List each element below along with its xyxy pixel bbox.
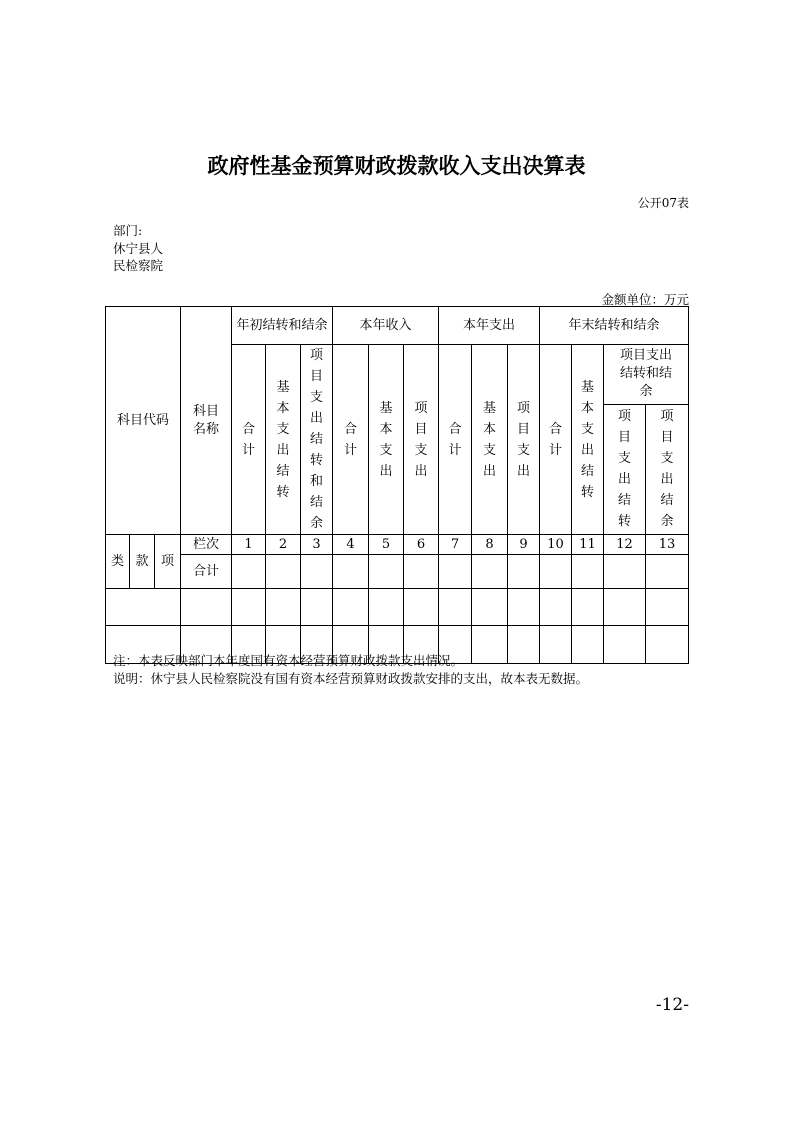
col-number: 12: [604, 535, 646, 555]
col-number: 5: [369, 535, 404, 555]
table-cell: [646, 626, 689, 664]
table-cell: [572, 589, 604, 626]
table-cell: [404, 555, 439, 589]
header-opening-basic-carry: 基本支出结转: [266, 345, 301, 535]
table-cell: [604, 589, 646, 626]
table-cell: [472, 589, 508, 626]
page-title: 政府性基金预算财政拨款收入支出决算表: [207, 154, 586, 178]
table-cell: [646, 589, 689, 626]
table-cell: [404, 589, 439, 626]
header-opening-total: 合计: [232, 345, 266, 535]
row-label-kuan: 款: [130, 535, 155, 589]
col-number: 6: [404, 535, 439, 555]
row-label-lei: 类: [106, 535, 130, 589]
table-cell: [106, 589, 181, 626]
page-number: -12-: [655, 995, 689, 1015]
header-subject-name: 科目名称: [181, 307, 232, 535]
table-cell: [369, 555, 404, 589]
header-closing-project-group: 项目支出结转和结余: [604, 345, 689, 405]
header-closing-balance: 年末结转和结余: [540, 307, 689, 345]
header-closing-basic-carry: 基本支出结转: [572, 345, 604, 535]
col-number: 2: [266, 535, 301, 555]
header-current-income: 本年收入: [333, 307, 439, 345]
col-number: 9: [508, 535, 540, 555]
header-closing-project-carry: 项目支出结转: [604, 404, 646, 534]
row-label-heji: 合计: [181, 555, 232, 589]
table-cell: [646, 555, 689, 589]
header-expense-project: 项目支出: [508, 345, 540, 535]
header-income-total: 合计: [333, 345, 369, 535]
col-number: 10: [540, 535, 572, 555]
table-cell: [232, 555, 266, 589]
table-cell: [604, 626, 646, 664]
table-cell: [540, 589, 572, 626]
department-name: 休宁县人民检察院: [113, 240, 164, 273]
table-cell: [301, 589, 333, 626]
table-cell: [333, 589, 369, 626]
table-cell: [301, 555, 333, 589]
header-closing-project-balance: 项目支出结余: [646, 404, 689, 534]
col-number: 13: [646, 535, 689, 555]
table-cell: [604, 555, 646, 589]
col-number: 3: [301, 535, 333, 555]
table-cell: [508, 555, 540, 589]
row-label-lanci: 栏次: [181, 535, 232, 555]
header-current-expense: 本年支出: [439, 307, 540, 345]
table-cell: [540, 555, 572, 589]
explanation-line: 说明：休宁县人民检察院没有国有资本经营预算财政拨款安排的支出，故本表无数据。: [113, 671, 589, 686]
col-number: 8: [472, 535, 508, 555]
table-cell: [369, 589, 404, 626]
col-number: 11: [572, 535, 604, 555]
table-cell: [266, 555, 301, 589]
table-cell: [472, 555, 508, 589]
header-opening-balance: 年初结转和结余: [232, 307, 333, 345]
note-line: 注：本表反映部门本年度国有资本经营预算财政拨款支出情况。: [113, 653, 464, 668]
header-opening-project-carry-balance: 项目支出结转和结余: [301, 345, 333, 535]
col-number: 7: [439, 535, 472, 555]
budget-table: [105, 306, 689, 664]
amount-unit: 金额单位：万元: [601, 292, 689, 307]
notes: [113, 652, 588, 688]
table-row: [106, 589, 689, 626]
header-expense-total: 合计: [439, 345, 472, 535]
table-cell: [508, 589, 540, 626]
row-label-xiang: 项: [155, 535, 181, 589]
table-cell: [572, 555, 604, 589]
form-number: 公开07表: [637, 196, 689, 210]
header-closing-total: 合计: [540, 345, 572, 535]
department-label: 部门:: [113, 223, 143, 238]
header-income-basic: 基本支出: [369, 345, 404, 535]
table-cell: [232, 589, 266, 626]
col-number: 1: [232, 535, 266, 555]
table-cell: [439, 589, 472, 626]
table-cell: [181, 589, 232, 626]
header-expense-basic: 基本支出: [472, 345, 508, 535]
table-cell: [266, 589, 301, 626]
department-block: [113, 222, 173, 275]
col-number: 4: [333, 535, 369, 555]
table-cell: [333, 555, 369, 589]
header-income-project: 项目支出: [404, 345, 439, 535]
header-subject-code: 科目代码: [106, 307, 181, 535]
table-cell: [439, 555, 472, 589]
